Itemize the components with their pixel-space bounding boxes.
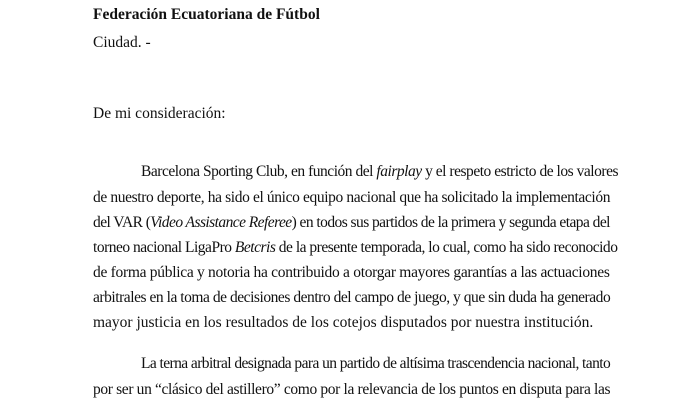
var-expansion: Video Assistance Referee [150, 214, 292, 231]
paragraph-1-line-1: Barcelona Sporting Club, en función del fairplay y el respeto estricto de los valores [141, 163, 619, 180]
paragraph-1-line-2: de nuestro deporte, ha sido el único equipo nacional que ha solicitado la implementación [93, 189, 611, 206]
fairplay-term: fairplay [376, 163, 422, 180]
paragraph-1-line-3: del VAR (Video Assistance Referee) en todos sus partidos de la primera y segunda etapa del [93, 214, 610, 231]
paragraph-2-line-1: La terna arbitral designada para un partido de altísima trascendencia nacional, tanto [141, 355, 611, 372]
recipient-city: Ciudad. - [93, 34, 151, 51]
sponsor-name: Betcris [234, 239, 276, 256]
salutation: De mi consideración: [93, 105, 226, 122]
paragraph-1-line-6: arbitrales en la toma de decisiones dentro del campo de juego, y que sin duda ha generado [93, 289, 611, 306]
paragraph-2-line-2: por ser un “clásico del astillero” como por la relevancia de los puntos en disputa para las [93, 381, 611, 398]
recipient-name: Federación Ecuatoriana de Fútbol [93, 6, 320, 23]
paragraph-1-line-4: torneo nacional LigaPro Betcris de la presente temporada, lo cual, como ha sido reconocido [93, 239, 618, 256]
paragraph-1-line-5: de forma pública y notoria ha contribuido a otorgar mayores garantías a las actuaciones [93, 264, 610, 281]
paragraph-1-line-7: mayor justicia en los resultados de los cotejos disputados por nuestra institución. [93, 314, 594, 331]
